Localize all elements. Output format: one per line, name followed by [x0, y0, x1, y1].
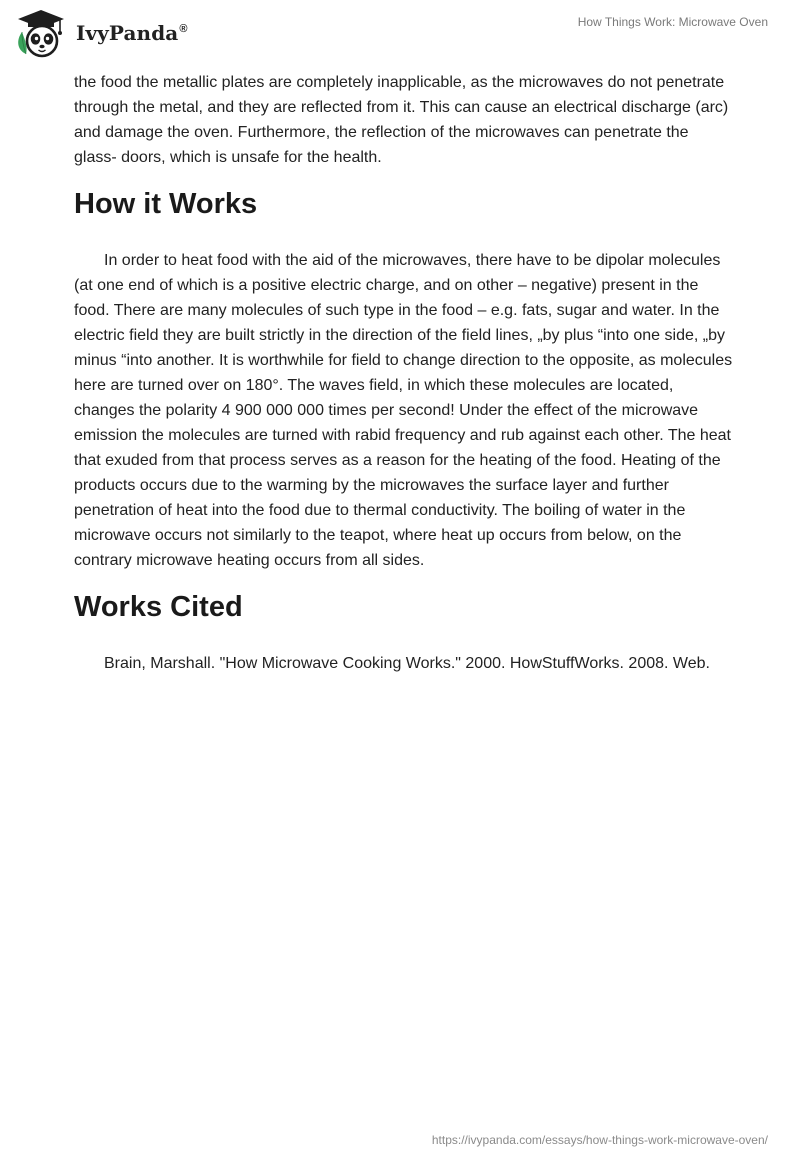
brand-name: IvyPanda® — [76, 21, 188, 45]
page-header — [0, 0, 800, 70]
ivypanda-logo[interactable] — [14, 8, 188, 58]
essay-content — [74, 70, 734, 676]
section-heading-works-cited: Works Cited — [74, 591, 243, 623]
footer-source-link[interactable]: https://ivypanda.com/essays/how-things-work-microwave-oven/ — [431, 1133, 768, 1147]
section-heading-how-it-works: How it Works — [74, 188, 258, 220]
panda-logo-icon — [14, 8, 68, 58]
document-title: How Things Work: Microwave Oven — [577, 15, 768, 29]
intro-paragraph: the food the metallic plates are completely inapplicable, as the microwaves do not penetrate through the metal, and they are reflected from it. This can cause an electrical discharge (arc) and damage the oven. Furthermore, the reflection of the microwaves can penetrate the glass- doors, which is unsafe for the health. — [74, 74, 729, 166]
how-it-works-paragraph: In order to heat food with the aid of the microwaves, there have to be dipolar molecules (at one end of which is a positive electric charge, and on other – negative) present in the food. There are many molecules of such type in the food – e.g. fats, sugar and water. In the electric field they are built strictly in the direction of the field lines, „by plus “into one side, „by minus “into another. It is worthwhile for field to change direction to the opposite, as molecules here are turned over on 180°. The waves field, in which these molecules are located, changes the polarity 4 900 000 000 times per second! Under the effect of the microwave emission the molecules are turned with rabid frequency and rub against each other. The heat that exuded from that process serves as a reason for the heating of the food. Heating of the products occurs due to the warming by the microwaves the surface layer and further penetration of heat into the food due to thermal conductivity. The boiling of water in the microwave occurs not similarly to the teapot, where heat up occurs from below, on the contrary microwave heating occurs from all sides. — [74, 252, 733, 569]
citation-entry: Brain, Marshall. "How Microwave Cooking Works." 2000. HowStuffWorks. 2008. Web. — [104, 655, 710, 672]
